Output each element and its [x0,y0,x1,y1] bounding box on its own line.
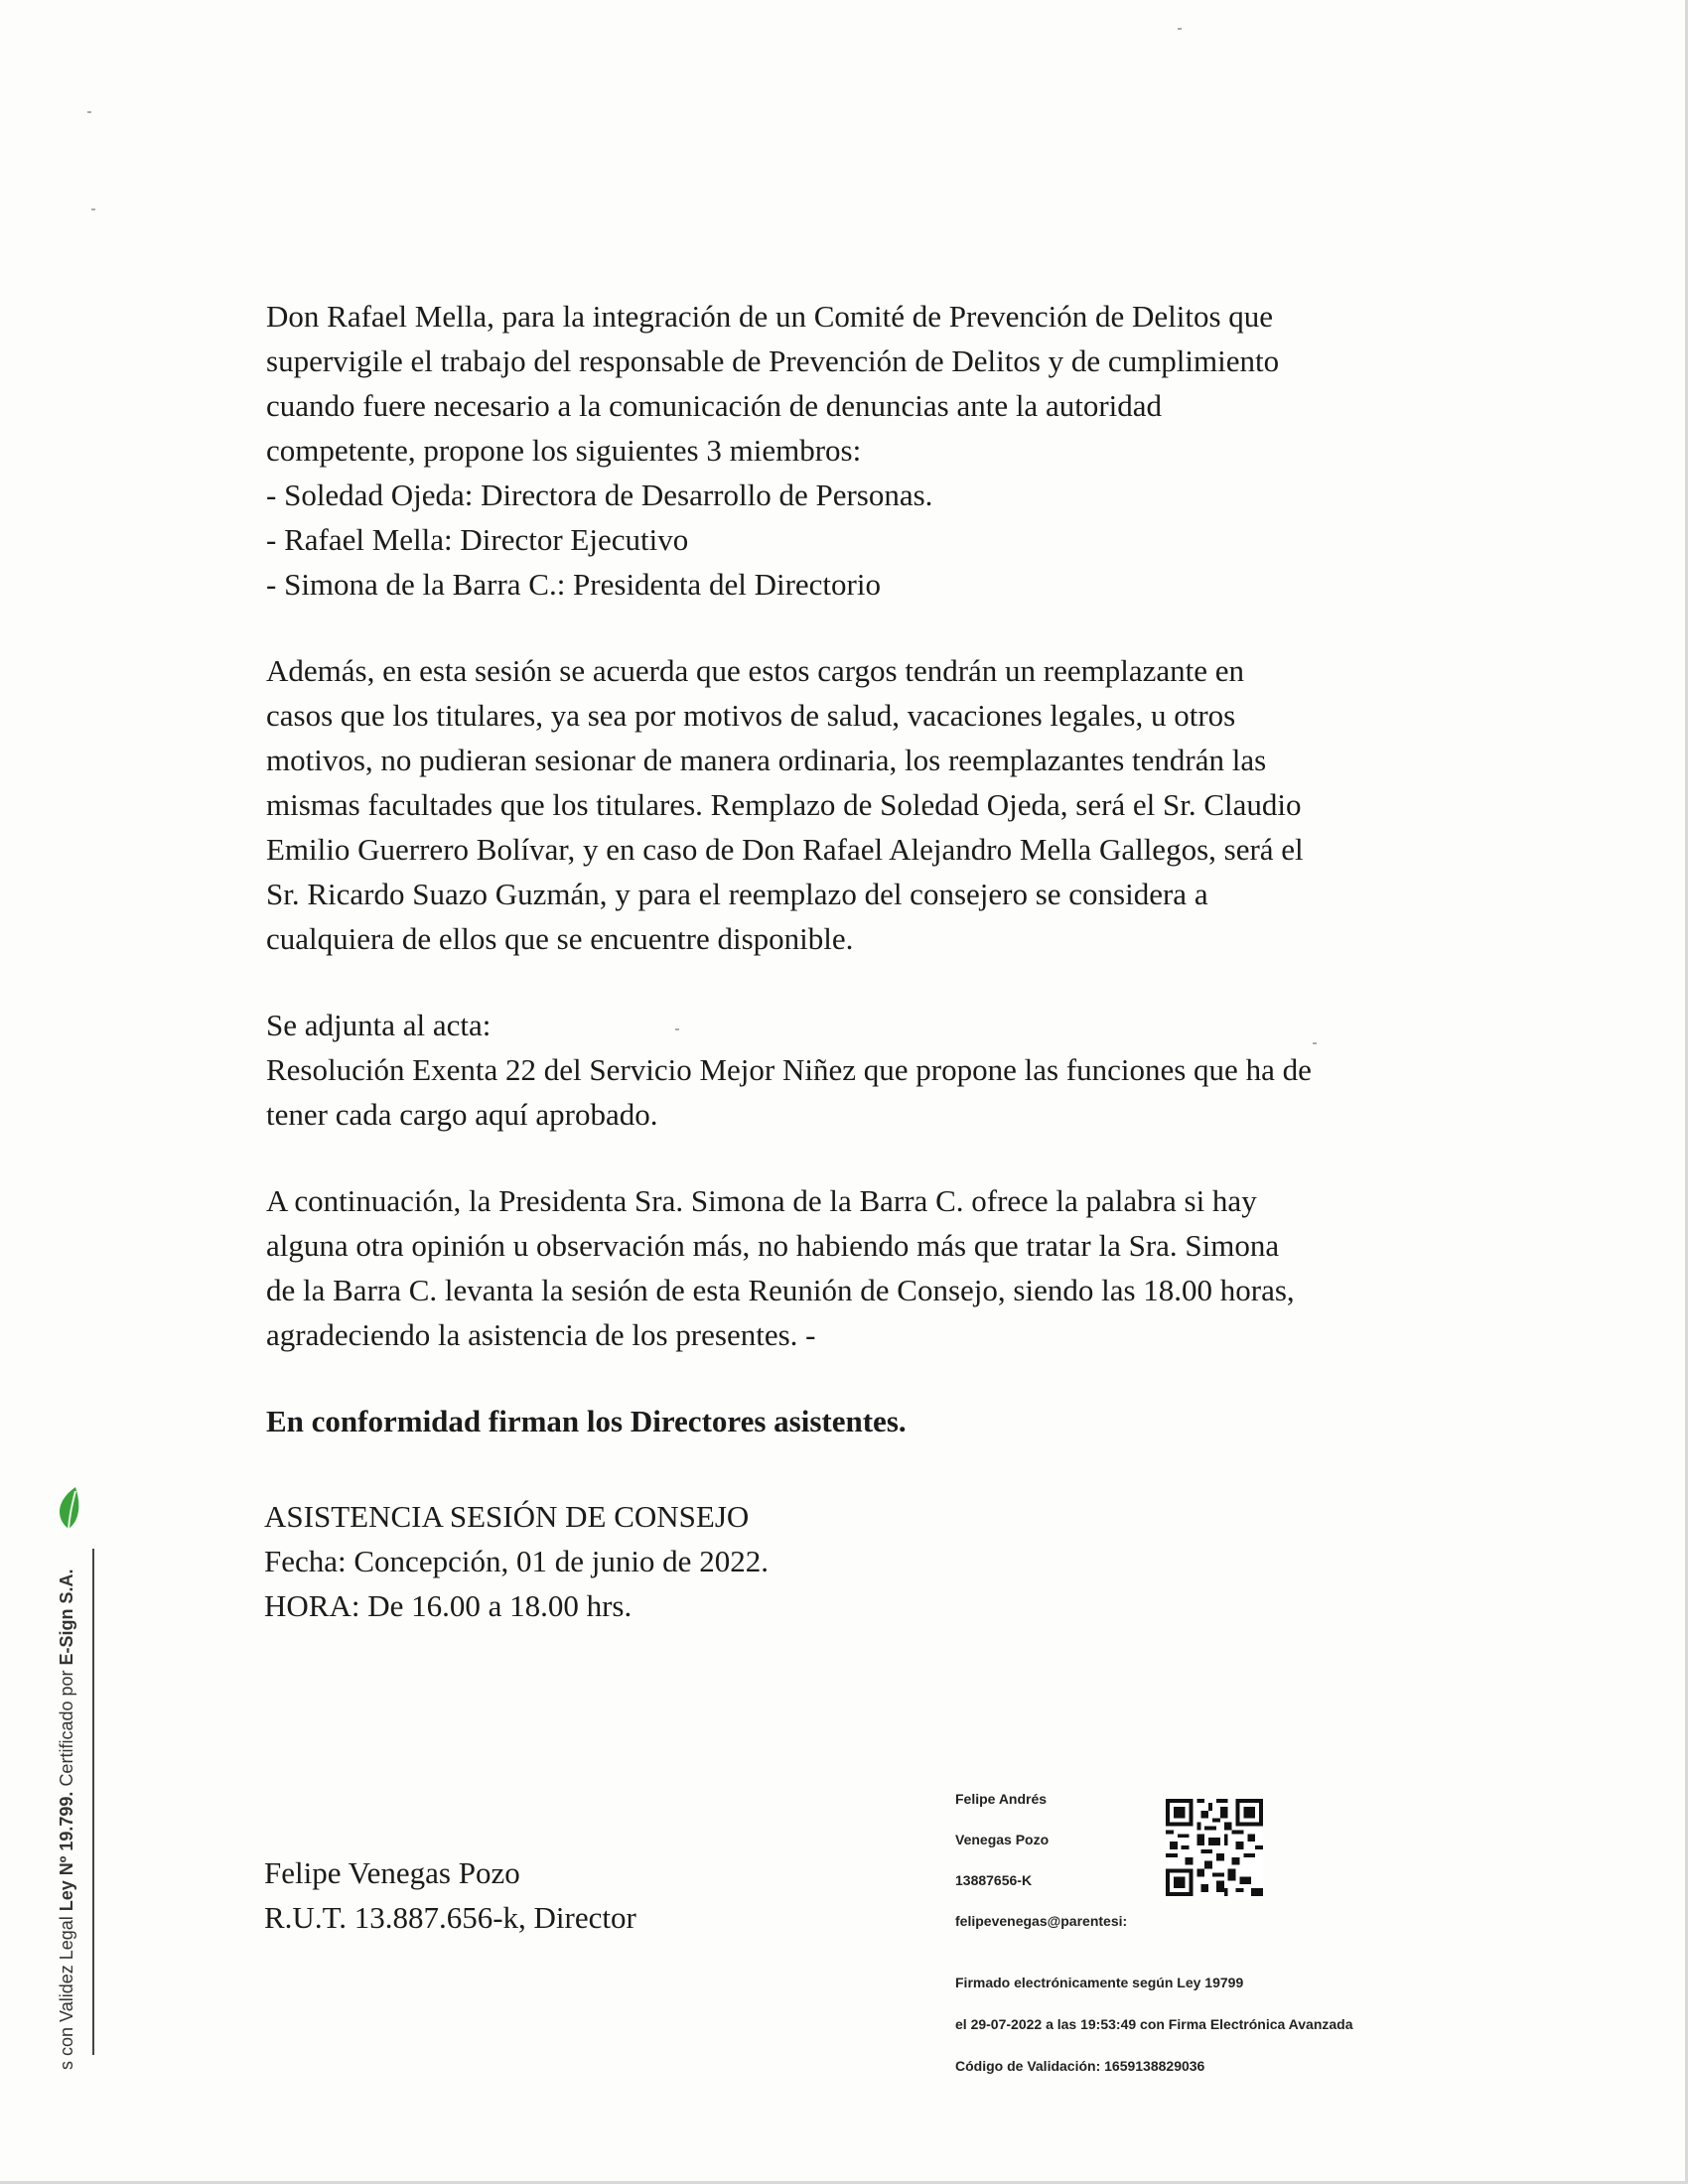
text-line: Emilio Guerrero Bolívar, y en caso de Don Rafael Alejandro Mella Gallegos, será el [266,832,1304,867]
text-line: motivos, no pudieran sesionar de manera ordinaria, los reemplazantes tendrán las [266,743,1267,777]
scan-speck [91,208,95,210]
text-line: casos que los titulares, ya sea por motivos de salud, vacaciones legales, u otros [266,698,1236,733]
text-line: de la Barra C. levanta la sesión de esta Reunión de Consejo, siendo las 18.00 horas, [266,1273,1295,1307]
text-line: agradeciendo la asistencia de los presentes. - [266,1317,816,1352]
attachment-paragraph [266,1003,1420,1137]
text-line: Además, en esta sesión se acuerda que estos cargos tendrán un reemplazante en [266,653,1245,688]
text-line: tener cada cargo aquí aprobado. [266,1097,658,1132]
scan-speck [1178,28,1182,30]
attendance-title: ASISTENCIA SESIÓN DE CONSEJO [264,1499,750,1534]
esign-email: felipevenegas@parentesi: [955,1913,1128,1929]
signer-block [264,1850,636,1940]
text-line: Sr. Ricardo Suazo Guzmán, y para el reemplazo del consejero se considera a [266,877,1208,911]
conformity-statement: En conformidad firman los Directores asistentes. [266,1404,907,1438]
text-line: Don Rafael Mella, para la integración de un Comité de Prevención de Delitos que [266,299,1274,334]
text-line: Se adjunta al acta: [266,1008,492,1042]
text-line: supervigile el trabajo del responsable de Prevención de Delitos y de cumplimiento [266,343,1280,378]
signer-rut: R.U.T. 13.887.656-k, Director [264,1900,636,1935]
document-body [266,294,1420,1443]
strip-law: Ley Nº 19.799. [57,1791,76,1912]
attendance-date: Fecha: Concepción, 01 de junio de 2022. [264,1544,769,1578]
text-line: Resolución Exenta 22 del Servicio Mejor Niñez que propone las funciones que ha de [266,1052,1312,1087]
attendance-block [264,1494,769,1628]
esign-name-2: Venegas Pozo [955,1832,1050,1847]
signer-name: Felipe Venegas Pozo [264,1855,520,1890]
replacements-paragraph [266,648,1420,961]
attendance-hours: HORA: De 16.00 a 18.00 hrs. [264,1588,633,1623]
strip-company: E-Sign S.A. [57,1569,76,1666]
strip-middle: Certificado por [57,1665,76,1792]
scan-speck [87,111,91,113]
text-line: cualquiera de ellos que se encuentre disponible. [266,921,854,956]
margin-rule [92,1549,94,2055]
text-line: competente, propone los siguientes 3 miembros: [266,433,862,468]
member-item: - Soledad Ojeda: Directora de Desarrollo de Personas. [266,478,933,512]
committee-paragraph [266,294,1420,607]
esign-side-strip [48,1504,85,2070]
closing-paragraph [266,1178,1420,1357]
text-line: alguna otra opinión u observación más, no habiendo más que tratar la Sra. Simona [266,1228,1280,1263]
esign-name-1: Felipe Andrés [955,1791,1048,1807]
text-line: cuando fuere necesario a la comunicación de denuncias ante la autoridad [266,388,1163,423]
signed-date: el 29-07-2022 a las 19:53:49 con Firma Electrónica Avanzada [955,2016,1353,2032]
text-line: A continuación, la Presidenta Sra. Simona de la Barra C. ofrece la palabra si hay [266,1183,1257,1218]
member-item: - Simona de la Barra C.: Presidenta del Directorio [266,567,881,602]
validation-code: Código de Validación: 1659138829036 [955,2058,1205,2074]
member-item: - Rafael Mella: Director Ejecutivo [266,522,689,557]
esign-certification [955,1962,1353,2087]
signed-law: Firmado electrónicamente según Ley 19799 [955,1975,1244,1990]
strip-prefix: s con Validez Legal [57,1911,76,2070]
esign-rut: 13887656-K [955,1872,1033,1888]
text-line: mismas facultades que los titulares. Remplazo de Soledad Ojeda, será el Sr. Claudio [266,787,1302,822]
qr-code-icon [1166,1799,1263,1896]
